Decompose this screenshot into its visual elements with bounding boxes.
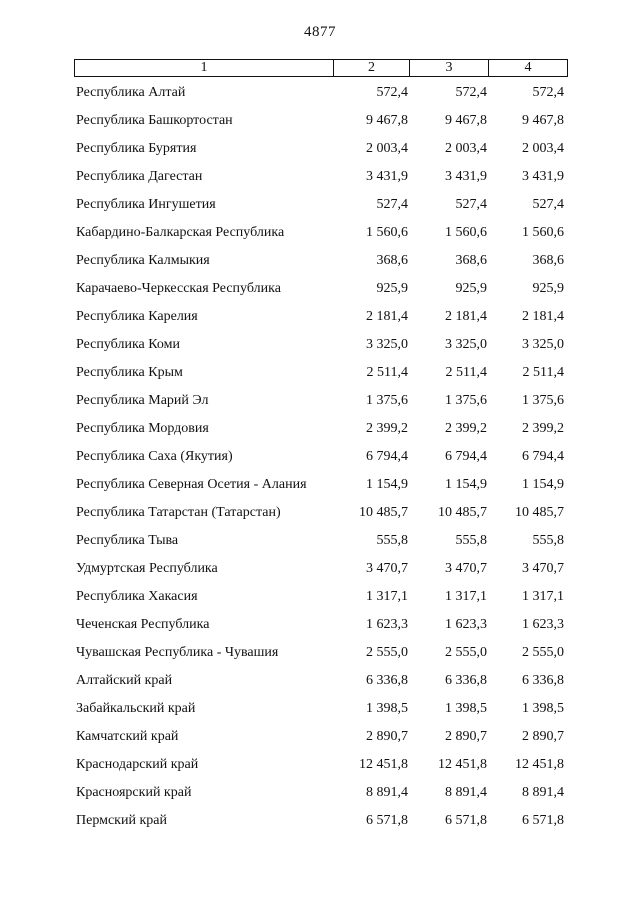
region-name: Республика Алтай (76, 85, 186, 100)
value-column-4: 3 325,0 (522, 337, 564, 352)
value-column-2: 3 470,7 (366, 561, 408, 576)
value-column-3: 1 317,1 (445, 589, 487, 604)
table-row (74, 331, 568, 359)
value-column-2: 6 336,8 (366, 673, 408, 688)
value-column-4: 1 375,6 (522, 393, 564, 408)
value-column-3: 2 511,4 (445, 365, 487, 380)
value-column-4: 555,8 (532, 533, 564, 548)
table-row (74, 807, 568, 835)
table-row (74, 191, 568, 219)
region-name: Чувашская Республика - Чувашия (76, 645, 279, 660)
value-column-4: 3 431,9 (522, 169, 564, 184)
table-row (74, 639, 568, 667)
value-column-4: 1 154,9 (522, 477, 564, 492)
value-column-3: 572,4 (455, 85, 487, 100)
value-column-3: 1 623,3 (445, 617, 487, 632)
value-column-4: 1 398,5 (522, 701, 564, 716)
region-name: Республика Северная Осетия - Алания (76, 477, 307, 492)
value-column-3: 2 555,0 (445, 645, 487, 660)
region-name: Республика Башкортостан (76, 113, 233, 128)
table-row (74, 303, 568, 331)
table-row (74, 723, 568, 751)
value-column-4: 2 399,2 (522, 421, 564, 436)
table-row (74, 471, 568, 499)
value-column-2: 368,6 (376, 253, 408, 268)
value-column-4: 925,9 (532, 281, 564, 296)
value-column-4: 2 555,0 (522, 645, 564, 660)
table-header (74, 59, 568, 77)
value-column-4: 6 336,8 (522, 673, 564, 688)
table-row (74, 667, 568, 695)
table-row (74, 583, 568, 611)
column-header-1: 1 (200, 60, 208, 75)
region-name: Республика Коми (76, 337, 180, 352)
value-column-3: 368,6 (455, 253, 487, 268)
column-header-3: 3 (409, 60, 488, 76)
value-column-3: 2 399,2 (445, 421, 487, 436)
value-column-3: 2 890,7 (445, 729, 487, 744)
table-body (74, 79, 568, 835)
region-name: Республика Калмыкия (76, 253, 210, 268)
value-column-3: 1 375,6 (445, 393, 487, 408)
value-column-2: 2 399,2 (366, 421, 408, 436)
value-column-2: 9 467,8 (366, 113, 408, 128)
value-column-4: 368,6 (532, 253, 564, 268)
table-row (74, 443, 568, 471)
region-name: Республика Мордовия (76, 421, 209, 436)
region-name: Чеченская Республика (76, 617, 210, 632)
table-row (74, 387, 568, 415)
table-row (74, 415, 568, 443)
column-header-2: 2 (333, 60, 409, 76)
table-row (74, 247, 568, 275)
value-column-4: 2 181,4 (522, 309, 564, 324)
value-column-2: 6 794,4 (366, 449, 408, 464)
region-name: Пермский край (76, 813, 167, 828)
value-column-3: 527,4 (455, 197, 487, 212)
value-column-3: 2 181,4 (445, 309, 487, 324)
region-name: Республика Дагестан (76, 169, 203, 184)
value-column-4: 527,4 (532, 197, 564, 212)
value-column-3: 12 451,8 (438, 757, 487, 772)
value-column-2: 2 181,4 (366, 309, 408, 324)
region-name: Удмуртская Республика (76, 561, 218, 576)
value-column-2: 925,9 (376, 281, 408, 296)
value-column-3: 1 398,5 (445, 701, 487, 716)
table-row (74, 555, 568, 583)
table-row (74, 695, 568, 723)
region-name: Алтайский край (76, 673, 173, 688)
region-name: Кабардино-Балкарская Республика (76, 225, 285, 240)
table-row (74, 779, 568, 807)
value-column-2: 527,4 (376, 197, 408, 212)
table-row (74, 275, 568, 303)
value-column-4: 1 317,1 (522, 589, 564, 604)
table-row (74, 499, 568, 527)
table-row (74, 135, 568, 163)
value-column-3: 3 470,7 (445, 561, 487, 576)
table-row (74, 359, 568, 387)
region-name: Камчатский край (76, 729, 179, 744)
region-name: Забайкальский край (76, 701, 196, 716)
value-column-4: 6 571,8 (522, 813, 564, 828)
region-name: Республика Ингушетия (76, 197, 216, 212)
value-column-4: 6 794,4 (522, 449, 564, 464)
value-column-4: 9 467,8 (522, 113, 564, 128)
value-column-2: 1 154,9 (366, 477, 408, 492)
value-column-3: 3 325,0 (445, 337, 487, 352)
value-column-3: 10 485,7 (438, 505, 487, 520)
region-name: Республика Тыва (76, 533, 179, 548)
value-column-4: 2 511,4 (522, 365, 564, 380)
value-column-2: 12 451,8 (359, 757, 408, 772)
table-row (74, 79, 568, 107)
value-column-2: 2 003,4 (366, 141, 408, 156)
value-column-3: 925,9 (455, 281, 487, 296)
value-column-2: 8 891,4 (366, 785, 408, 800)
region-name: Республика Татарстан (Татарстан) (76, 505, 281, 520)
value-column-2: 2 511,4 (366, 365, 408, 380)
value-column-2: 2 555,0 (366, 645, 408, 660)
region-name: Краснодарский край (76, 757, 199, 772)
region-name: Республика Хакасия (76, 589, 198, 604)
value-column-4: 8 891,4 (522, 785, 564, 800)
value-column-2: 1 623,3 (366, 617, 408, 632)
value-column-3: 6 336,8 (445, 673, 487, 688)
region-name: Карачаево-Черкесская Республика (76, 281, 281, 296)
value-column-3: 1 560,6 (445, 225, 487, 240)
value-column-3: 555,8 (455, 533, 487, 548)
value-column-3: 9 467,8 (445, 113, 487, 128)
table-row (74, 751, 568, 779)
value-column-2: 1 398,5 (366, 701, 408, 716)
region-name: Республика Саха (Якутия) (76, 449, 233, 464)
page-number: 4877 (304, 24, 336, 40)
value-column-2: 2 890,7 (366, 729, 408, 744)
value-column-2: 572,4 (376, 85, 408, 100)
table-row (74, 611, 568, 639)
value-column-3: 1 154,9 (445, 477, 487, 492)
table-row (74, 219, 568, 247)
region-name: Республика Бурятия (76, 141, 197, 156)
region-name: Республика Марий Эл (76, 393, 209, 408)
value-column-4: 2 003,4 (522, 141, 564, 156)
value-column-2: 1 560,6 (366, 225, 408, 240)
value-column-4: 3 470,7 (522, 561, 564, 576)
value-column-2: 1 375,6 (366, 393, 408, 408)
region-name: Республика Крым (76, 365, 183, 380)
value-column-4: 1 623,3 (522, 617, 564, 632)
value-column-3: 3 431,9 (445, 169, 487, 184)
value-column-4: 1 560,6 (522, 225, 564, 240)
value-column-3: 6 794,4 (445, 449, 487, 464)
region-name: Республика Карелия (76, 309, 198, 324)
value-column-3: 6 571,8 (445, 813, 487, 828)
column-header-4: 4 (488, 60, 567, 76)
value-column-2: 10 485,7 (359, 505, 408, 520)
value-column-3: 2 003,4 (445, 141, 487, 156)
value-column-3: 8 891,4 (445, 785, 487, 800)
value-column-4: 2 890,7 (522, 729, 564, 744)
value-column-4: 10 485,7 (515, 505, 564, 520)
value-column-2: 6 571,8 (366, 813, 408, 828)
table-row (74, 107, 568, 135)
region-name: Красноярский край (76, 785, 192, 800)
value-column-2: 3 431,9 (366, 169, 408, 184)
table-row (74, 527, 568, 555)
value-column-2: 1 317,1 (366, 589, 408, 604)
table-row (74, 163, 568, 191)
value-column-4: 572,4 (532, 85, 564, 100)
value-column-4: 12 451,8 (515, 757, 564, 772)
value-column-2: 3 325,0 (366, 337, 408, 352)
value-column-2: 555,8 (376, 533, 408, 548)
